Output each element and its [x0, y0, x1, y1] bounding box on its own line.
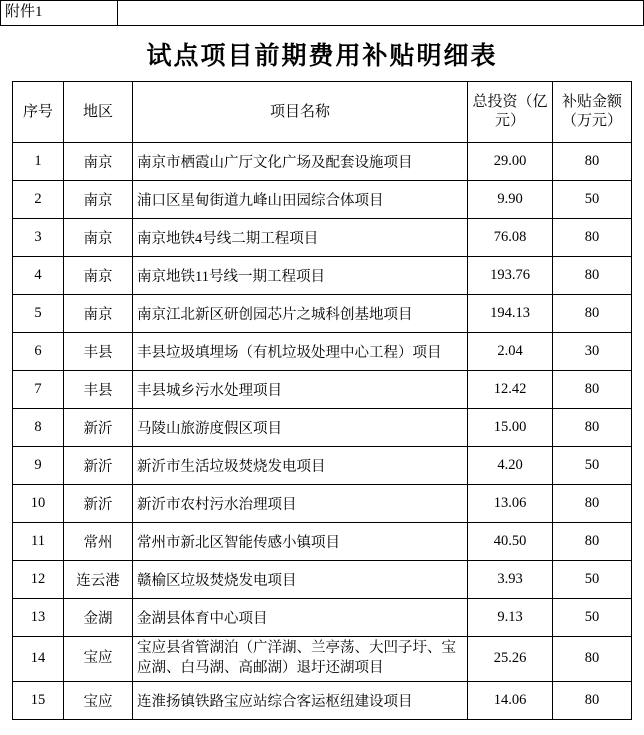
cell-subsidy: 80	[553, 371, 632, 409]
cell-project: 南京江北新区研创园芯片之城科创基地项目	[133, 295, 468, 333]
attachment-row	[0, 0, 644, 26]
table-row	[13, 143, 632, 181]
cell-investment: 15.00	[468, 409, 553, 447]
cell-project: 南京地铁11号线一期工程项目	[133, 257, 468, 295]
cell-project: 丰县城乡污水处理项目	[133, 371, 468, 409]
cell-region: 常州	[64, 523, 133, 561]
cell-subsidy: 50	[553, 561, 632, 599]
table-row	[13, 523, 632, 561]
cell-investment: 4.20	[468, 447, 553, 485]
cell-index: 10	[13, 485, 64, 523]
cell-region: 南京	[64, 257, 133, 295]
cell-index: 3	[13, 219, 64, 257]
column-header-index: 序号	[13, 82, 64, 143]
cell-subsidy: 50	[553, 181, 632, 219]
table-row	[13, 485, 632, 523]
cell-index: 5	[13, 295, 64, 333]
cell-subsidy: 80	[553, 682, 632, 720]
cell-project: 金湖县体育中心项目	[133, 599, 468, 637]
table-row	[13, 682, 632, 720]
cell-subsidy: 80	[553, 143, 632, 181]
attachment-blank-cell	[118, 1, 644, 25]
cell-index: 9	[13, 447, 64, 485]
cell-project: 宝应县省管湖泊（广洋湖、兰亭荡、大凹子圩、宝应湖、白马湖、高邮湖）退圩还湖项目	[133, 637, 468, 682]
cell-region: 南京	[64, 181, 133, 219]
cell-index: 2	[13, 181, 64, 219]
cell-index: 8	[13, 409, 64, 447]
column-header-region: 地区	[64, 82, 133, 143]
cell-subsidy: 80	[553, 485, 632, 523]
cell-project: 新沂市农村污水治理项目	[133, 485, 468, 523]
cell-project: 连淮扬镇铁路宝应站综合客运枢纽建设项目	[133, 682, 468, 720]
table-row	[13, 447, 632, 485]
cell-investment: 12.42	[468, 371, 553, 409]
cell-region: 新沂	[64, 485, 133, 523]
cell-index: 12	[13, 561, 64, 599]
cell-project: 丰县垃圾填埋场（有机垃圾处理中心工程）项目	[133, 333, 468, 371]
table-row	[13, 371, 632, 409]
cell-investment: 29.00	[468, 143, 553, 181]
cell-region: 金湖	[64, 599, 133, 637]
cell-index: 14	[13, 637, 64, 682]
cell-subsidy: 30	[553, 333, 632, 371]
table-header-row	[13, 82, 632, 143]
cell-region: 宝应	[64, 637, 133, 682]
cell-investment: 76.08	[468, 219, 553, 257]
cell-project: 南京市栖霞山广厅文化广场及配套设施项目	[133, 143, 468, 181]
cell-investment: 194.13	[468, 295, 553, 333]
cell-subsidy: 80	[553, 523, 632, 561]
column-header-investment: 总投资（亿元）	[468, 82, 553, 143]
cell-project: 马陵山旅游度假区项目	[133, 409, 468, 447]
table-row	[13, 257, 632, 295]
cell-investment: 40.50	[468, 523, 553, 561]
cell-investment: 3.93	[468, 561, 553, 599]
cell-region: 南京	[64, 219, 133, 257]
cell-investment: 9.13	[468, 599, 553, 637]
cell-index: 15	[13, 682, 64, 720]
cell-subsidy: 50	[553, 447, 632, 485]
cell-region: 南京	[64, 143, 133, 181]
cell-subsidy: 80	[553, 257, 632, 295]
cell-project: 浦口区星甸街道九峰山田园综合体项目	[133, 181, 468, 219]
table-row	[13, 561, 632, 599]
cell-index: 6	[13, 333, 64, 371]
cell-index: 13	[13, 599, 64, 637]
cell-investment: 13.06	[468, 485, 553, 523]
subsidy-table	[12, 81, 632, 720]
cell-project: 南京地铁4号线二期工程项目	[133, 219, 468, 257]
cell-subsidy: 80	[553, 637, 632, 682]
column-header-project: 项目名称	[133, 82, 468, 143]
cell-region: 南京	[64, 295, 133, 333]
cell-region: 新沂	[64, 447, 133, 485]
cell-subsidy: 80	[553, 409, 632, 447]
cell-investment: 25.26	[468, 637, 553, 682]
cell-project: 赣榆区垃圾焚烧发电项目	[133, 561, 468, 599]
table-row	[13, 333, 632, 371]
cell-investment: 9.90	[468, 181, 553, 219]
table-body	[13, 143, 632, 720]
cell-region: 丰县	[64, 371, 133, 409]
column-header-subsidy: 补贴金额（万元）	[553, 82, 632, 143]
table-row	[13, 295, 632, 333]
cell-index: 1	[13, 143, 64, 181]
cell-region: 宝应	[64, 682, 133, 720]
table-row	[13, 637, 632, 682]
cell-index: 4	[13, 257, 64, 295]
cell-investment: 2.04	[468, 333, 553, 371]
page-title: 试点项目前期费用补贴明细表	[146, 43, 498, 70]
cell-region: 新沂	[64, 409, 133, 447]
cell-subsidy: 80	[553, 219, 632, 257]
cell-investment: 193.76	[468, 257, 553, 295]
attachment-label: 附件1	[0, 1, 118, 25]
cell-investment: 14.06	[468, 682, 553, 720]
cell-subsidy: 80	[553, 295, 632, 333]
table-header	[13, 82, 632, 143]
cell-project: 新沂市生活垃圾焚烧发电项目	[133, 447, 468, 485]
cell-index: 7	[13, 371, 64, 409]
table-row	[13, 219, 632, 257]
cell-subsidy: 50	[553, 599, 632, 637]
table-row	[13, 409, 632, 447]
cell-project: 常州市新北区智能传感小镇项目	[133, 523, 468, 561]
cell-region: 连云港	[64, 561, 133, 599]
table-row	[13, 181, 632, 219]
cell-index: 11	[13, 523, 64, 561]
cell-region: 丰县	[64, 333, 133, 371]
table-row	[13, 599, 632, 637]
